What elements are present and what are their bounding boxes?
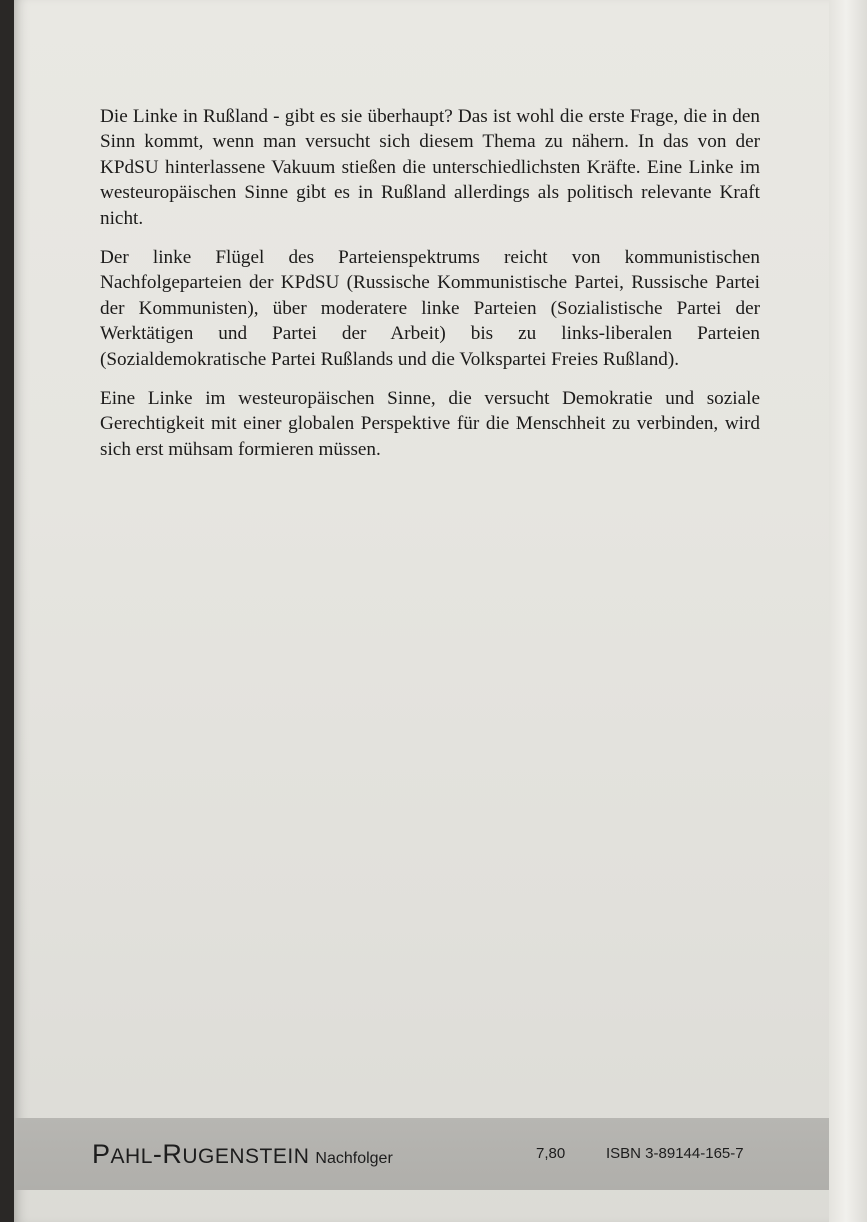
blurb-paragraph-3: Eine Linke im westeuropäischen Sinne, die versucht Demokratie und soziale Gerechtigkeit mit einer globalen Perspektive für die Menschheit zu verbinden, wird sich erst mühsam formieren müssen. — [100, 388, 760, 460]
price: 7,80 — [536, 1145, 566, 1162]
blurb-text — [100, 104, 760, 476]
publisher-imprint — [92, 1139, 393, 1170]
publisher-name: PAHL-RUGENSTEIN — [92, 1139, 310, 1169]
cover-fold-edge — [829, 0, 867, 1222]
publisher-suffix: Nachfolger — [315, 1150, 393, 1167]
isbn: ISBN 3-89144-165-7 — [606, 1145, 744, 1162]
blurb-paragraph-2: Der linke Flügel des Parteienspektrums reicht von kommunistischen Nachfolgeparteien der KPdSU (Russische Kommunistische Partei, Russische Partei der Kommunisten), über moderatere linke Parteien (Sozialistische Partei der Werktätigen und Partei der Arbeit) bis zu links-liberalen Parteien (Sozialdemokratische Partei Rußlands und die Volkspartei Freies Rußland). — [100, 247, 760, 370]
blurb-paragraph-1: Die Linke in Rußland - gibt es sie überhaupt? Das ist wohl die erste Frage, die in den Sinn kommt, wenn man versucht sich diesem Thema zu nähern. In das von der KPdSU hinterlassene Vakuum stießen die unterschiedlichsten Kräfte. Eine Linke im westeuropäischen Sinne gibt es in Rußland allerdings als politisch relevante Kraft nicht. — [100, 106, 760, 229]
